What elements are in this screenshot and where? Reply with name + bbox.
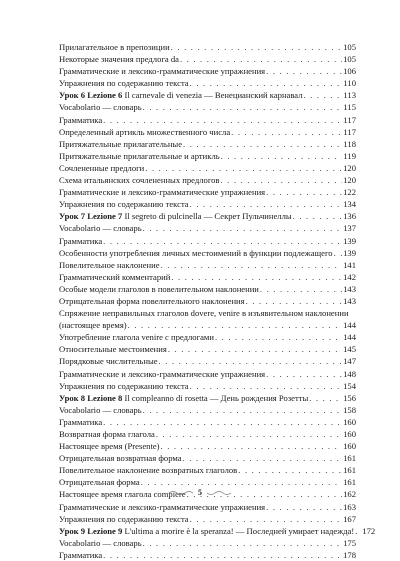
toc-entry-title bbox=[59, 53, 179, 65]
toc-entry-text: L'ultima a morire è la speranza! — Последней умирает надежда! bbox=[122, 525, 355, 536]
toc-entry-page: 120 bbox=[343, 175, 356, 186]
toc-entry-title bbox=[59, 416, 102, 428]
toc-entry-text: Грамматические и лексико-грамматические упражнения bbox=[59, 187, 266, 198]
toc-entry-title bbox=[59, 476, 140, 488]
toc-entry bbox=[59, 537, 356, 549]
toc-entry-title bbox=[59, 65, 265, 77]
toc-entry-page: 175 bbox=[343, 537, 356, 548]
toc-entry-page: 118 bbox=[343, 138, 356, 149]
dot-leader bbox=[231, 126, 342, 138]
toc-entry-page: 117 bbox=[343, 126, 356, 137]
toc-entry-text: Vocabolario — словарь bbox=[59, 223, 142, 234]
toc-entry-title bbox=[59, 464, 237, 476]
toc-entry-title bbox=[59, 501, 265, 513]
dot-leader bbox=[303, 89, 342, 101]
dot-leader bbox=[103, 114, 342, 126]
toc-entry-text: Прилагательное в препозиции bbox=[59, 42, 170, 52]
toc-entry-title bbox=[59, 392, 308, 404]
toc-entry bbox=[59, 343, 356, 355]
toc-entry-title bbox=[59, 283, 259, 295]
left-ornament-icon bbox=[168, 490, 194, 496]
toc-entry-text: Отрицательная возвратная форма bbox=[59, 453, 182, 464]
toc-entry bbox=[59, 89, 356, 101]
toc-entry-title bbox=[59, 259, 160, 271]
toc-entry-text: Упражнения по содержанию текста bbox=[59, 380, 189, 391]
toc-entry bbox=[59, 186, 356, 198]
toc-entry-page: 172 bbox=[362, 525, 376, 536]
toc-entry-page: 120 bbox=[343, 162, 356, 173]
dot-leader bbox=[355, 525, 361, 537]
toc-entry bbox=[59, 501, 356, 513]
toc-entry-page: 105 bbox=[343, 54, 356, 65]
toc-entry-page: 134 bbox=[343, 199, 356, 210]
toc-entry bbox=[59, 452, 356, 464]
toc-entry-text: Грамматика bbox=[59, 114, 103, 125]
toc-entry-title bbox=[59, 235, 102, 247]
toc-entry-text: Грамматические и лексико-грамматические упражнения bbox=[59, 368, 266, 379]
toc-entry-text: Определенный артикль множественного числа bbox=[59, 126, 231, 137]
table-of-contents bbox=[59, 41, 376, 561]
toc-entry-text: Упражнения по содержанию текста bbox=[59, 78, 189, 89]
dot-leader bbox=[171, 41, 342, 53]
toc-entry-title bbox=[59, 452, 182, 464]
toc-entry-page: 178 bbox=[343, 549, 356, 560]
toc-entry-title bbox=[59, 319, 127, 331]
dot-leader bbox=[183, 138, 342, 150]
dot-leader bbox=[159, 355, 342, 367]
toc-entry-text: Особые модели глаголов в повелительном наклонении bbox=[59, 283, 259, 294]
toc-entry bbox=[59, 174, 356, 186]
toc-entry-text: Грамматика bbox=[59, 416, 103, 427]
toc-entry-title bbox=[59, 343, 167, 355]
dot-leader bbox=[183, 452, 342, 464]
toc-entry-page: 139 bbox=[343, 247, 356, 258]
toc-entry-text: Настоящее время (Presente) bbox=[59, 441, 160, 452]
toc-entry-page: 154 bbox=[343, 380, 356, 391]
toc-entry bbox=[59, 307, 356, 319]
toc-entry-page: 115 bbox=[343, 102, 356, 113]
toc-entry bbox=[59, 440, 356, 452]
toc-entry-page: 139 bbox=[343, 235, 356, 246]
dot-leader bbox=[143, 404, 342, 416]
dot-leader bbox=[190, 77, 342, 89]
toc-entry-text: Сочлененные предлоги bbox=[59, 162, 145, 173]
toc-entry-text: Il carnevale di venezia — Венецианский карнавал bbox=[122, 90, 303, 101]
toc-entry-text: Относительные местоимения bbox=[59, 344, 167, 355]
toc-entry-page: 144 bbox=[343, 332, 356, 343]
toc-entry-page: 136 bbox=[343, 211, 356, 222]
toc-entry-title bbox=[59, 247, 333, 259]
toc-entry-page: 148 bbox=[343, 368, 356, 379]
toc-entry-page: 106 bbox=[343, 66, 356, 77]
toc-entry-text: Порядковые числительные bbox=[59, 356, 158, 367]
toc-entry-title bbox=[59, 355, 158, 367]
toc-entry bbox=[59, 162, 356, 174]
dot-leader bbox=[190, 380, 342, 392]
dot-leader bbox=[215, 331, 342, 343]
toc-entry-title bbox=[59, 210, 292, 222]
toc-entry-title bbox=[59, 126, 230, 138]
dot-leader bbox=[145, 162, 342, 174]
dot-leader bbox=[266, 65, 342, 77]
toc-entry bbox=[59, 222, 356, 234]
dot-leader bbox=[260, 283, 342, 295]
toc-entry-text: Il compleanno di rosetta — День рождения Розетты bbox=[122, 392, 309, 403]
toc-entry-title bbox=[59, 525, 354, 537]
toc-entry-page: 143 bbox=[343, 295, 356, 306]
toc-entry bbox=[59, 77, 356, 89]
toc-entry-text: Настоящее время глагола compiere bbox=[59, 489, 186, 500]
toc-entry-page: 161 bbox=[343, 453, 356, 464]
toc-entry-title bbox=[59, 89, 302, 101]
toc-entry bbox=[59, 295, 356, 307]
toc-entry-page: 163 bbox=[343, 501, 356, 512]
toc-entry-page: 137 bbox=[343, 223, 356, 234]
toc-entry-text: Vocabolario — словарь bbox=[59, 102, 142, 113]
page-number: 5 bbox=[198, 488, 202, 497]
toc-entry-text: Особенности употребления личных местоимений в функции подлежащего bbox=[59, 247, 333, 258]
lesson-label: Урок 9 Lezione 9 bbox=[59, 525, 123, 536]
toc-entry-text: Притяжательные прилагательные и артикль bbox=[59, 150, 220, 161]
toc-entry-title bbox=[59, 331, 214, 343]
toc-entry bbox=[59, 259, 356, 271]
toc-entry-page: 105 bbox=[343, 42, 356, 52]
toc-entry-text: Грамматические и лексико-грамматические упражнения bbox=[59, 501, 266, 512]
toc-entry-title bbox=[59, 549, 102, 561]
dot-leader bbox=[220, 174, 342, 186]
toc-entry-page: 156 bbox=[343, 392, 356, 403]
toc-entry-text: Грамматика bbox=[59, 235, 103, 246]
toc-entry bbox=[59, 101, 356, 113]
toc-entry-page: 160 bbox=[343, 429, 356, 439]
toc-entry bbox=[59, 138, 356, 150]
toc-entry-title bbox=[59, 41, 170, 53]
toc-entry-page: 143 bbox=[343, 283, 356, 294]
toc-entry-title bbox=[59, 114, 102, 126]
dot-leader bbox=[103, 235, 342, 247]
dot-leader bbox=[161, 440, 342, 452]
toc-entry-text: Повелительное наклонение bbox=[59, 259, 160, 270]
toc-entry bbox=[59, 198, 356, 210]
toc-entry-page: 141 bbox=[343, 259, 356, 270]
toc-entry bbox=[59, 53, 356, 65]
dot-leader bbox=[143, 222, 342, 234]
toc-entry-title bbox=[59, 380, 189, 392]
toc-entry-page: 161 bbox=[343, 477, 356, 488]
dot-leader bbox=[128, 319, 342, 331]
toc-entry-title bbox=[59, 101, 142, 113]
dot-leader bbox=[266, 186, 342, 198]
toc-entry bbox=[59, 380, 356, 392]
toc-entry bbox=[59, 368, 356, 380]
toc-entry bbox=[59, 476, 356, 488]
toc-entry-title bbox=[59, 138, 182, 150]
toc-entry-title bbox=[59, 162, 144, 174]
toc-entry bbox=[59, 464, 356, 476]
toc-entry bbox=[59, 331, 356, 343]
toc-entry bbox=[59, 283, 356, 295]
toc-entry bbox=[59, 416, 356, 428]
toc-entry-title bbox=[59, 150, 220, 162]
dot-leader bbox=[180, 53, 342, 65]
toc-entry-text: Vocabolario — словарь bbox=[59, 404, 142, 415]
toc-entry bbox=[59, 126, 356, 138]
toc-entry-text: Спряжение неправильных глаголов dovere, venire в изъявительном наклонении bbox=[59, 308, 349, 319]
toc-entry-title bbox=[59, 222, 142, 234]
toc-entry-title bbox=[59, 537, 142, 549]
dot-leader bbox=[171, 271, 342, 283]
toc-entry-page: 167 bbox=[343, 513, 356, 524]
dot-leader bbox=[156, 428, 342, 440]
toc-entry-text: Il segreto di pulcinella — Секрет Пульчинеллы bbox=[122, 211, 292, 222]
dot-leader bbox=[334, 247, 342, 259]
toc-entry-title bbox=[59, 428, 155, 440]
dot-leader bbox=[168, 343, 342, 355]
toc-entry-page: 113 bbox=[343, 90, 356, 101]
toc-entry-title bbox=[59, 307, 349, 319]
toc-entry-text: Грамматический комментарий bbox=[59, 271, 171, 282]
toc-entry-page: 162 bbox=[343, 489, 356, 500]
toc-entry-page: 161 bbox=[343, 465, 356, 476]
dot-leader bbox=[141, 476, 342, 488]
toc-entry-page: 145 bbox=[343, 344, 356, 355]
dot-leader bbox=[190, 513, 342, 525]
dot-leader bbox=[190, 198, 342, 210]
dot-leader bbox=[103, 549, 342, 561]
toc-entry-title bbox=[59, 295, 245, 307]
toc-entry bbox=[59, 65, 356, 77]
dot-leader bbox=[309, 392, 342, 404]
right-ornament-icon bbox=[206, 490, 232, 496]
toc-entry-text: Употребление глагола venire с предлогами bbox=[59, 332, 214, 343]
toc-entry-text: Отрицательная форма bbox=[59, 477, 140, 488]
toc-entry-page: 147 bbox=[343, 356, 356, 367]
toc-entry bbox=[59, 271, 356, 283]
dot-leader bbox=[266, 368, 342, 380]
toc-entry-title bbox=[59, 404, 142, 416]
toc-entry-text: Упражнения по содержанию текста bbox=[59, 199, 189, 210]
dot-leader bbox=[246, 295, 342, 307]
toc-entry bbox=[59, 247, 356, 259]
toc-entry-title bbox=[59, 513, 189, 525]
toc-entry bbox=[59, 355, 356, 367]
toc-entry-text: (настоящее время) bbox=[59, 320, 127, 331]
toc-entry-title bbox=[59, 440, 160, 452]
toc-entry bbox=[59, 428, 356, 440]
toc-entry bbox=[59, 150, 356, 162]
toc-entry-text: Притяжательные прилагательные bbox=[59, 138, 183, 149]
toc-entry-page: 160 bbox=[343, 441, 356, 452]
toc-entry-title bbox=[59, 186, 265, 198]
toc-entry-page: 117 bbox=[343, 114, 356, 125]
dot-leader bbox=[143, 101, 342, 113]
toc-entry bbox=[59, 41, 356, 53]
toc-entry-page: 110 bbox=[343, 78, 356, 89]
dot-leader bbox=[266, 501, 342, 513]
lesson-label: Урок 7 Lezione 7 bbox=[59, 211, 123, 222]
toc-entry bbox=[59, 513, 356, 525]
toc-entry bbox=[59, 235, 356, 247]
toc-entry bbox=[59, 319, 356, 331]
toc-entry-page: 122 bbox=[343, 187, 356, 198]
toc-entry bbox=[59, 404, 356, 416]
dot-leader bbox=[238, 464, 342, 476]
lesson-label: Урок 6 Lezione 6 bbox=[59, 90, 123, 101]
toc-entry-title bbox=[59, 198, 189, 210]
toc-entry-title bbox=[59, 368, 265, 380]
toc-entry bbox=[59, 525, 376, 537]
toc-entry-title bbox=[59, 174, 219, 186]
toc-entry-text: Vocabolario — словарь bbox=[59, 537, 142, 548]
toc-entry bbox=[59, 392, 356, 404]
toc-entry bbox=[59, 210, 356, 222]
toc-entry-page: 142 bbox=[343, 271, 356, 282]
dot-leader bbox=[293, 210, 342, 222]
toc-entry-page: 160 bbox=[343, 416, 356, 427]
toc-entry bbox=[59, 549, 356, 561]
toc-entry bbox=[59, 114, 356, 126]
page-footer bbox=[0, 488, 400, 500]
toc-entry-text: Грамматические и лексико-грамматические упражнения bbox=[59, 66, 266, 77]
toc-entry-page: 144 bbox=[343, 320, 356, 331]
toc-entry-text: Повелительное наклонение возвратных глаголов bbox=[59, 465, 238, 476]
toc-entry-text: Схема итальянских сочлененных предлогов bbox=[59, 175, 220, 186]
toc-entry-text: Возвратная форма глагола bbox=[59, 429, 155, 439]
dot-leader bbox=[221, 150, 342, 162]
toc-entry-title bbox=[59, 271, 170, 283]
toc-entry-text: Грамматика bbox=[59, 549, 103, 560]
toc-entry-page: 158 bbox=[343, 404, 356, 415]
lesson-label: Урок 8 Lezione 8 bbox=[59, 392, 123, 403]
dot-leader bbox=[103, 416, 342, 428]
toc-entry-text: Некоторые значения предлога da bbox=[59, 54, 179, 65]
toc-entry-title bbox=[59, 77, 189, 89]
toc-entry-text: Упражнения по содержанию текста bbox=[59, 513, 189, 524]
dot-leader bbox=[143, 537, 342, 549]
toc-entry-text: Отрицательная форма повелительного наклонения bbox=[59, 295, 245, 306]
toc-entry-page: 119 bbox=[343, 150, 356, 161]
dot-leader bbox=[161, 259, 342, 271]
